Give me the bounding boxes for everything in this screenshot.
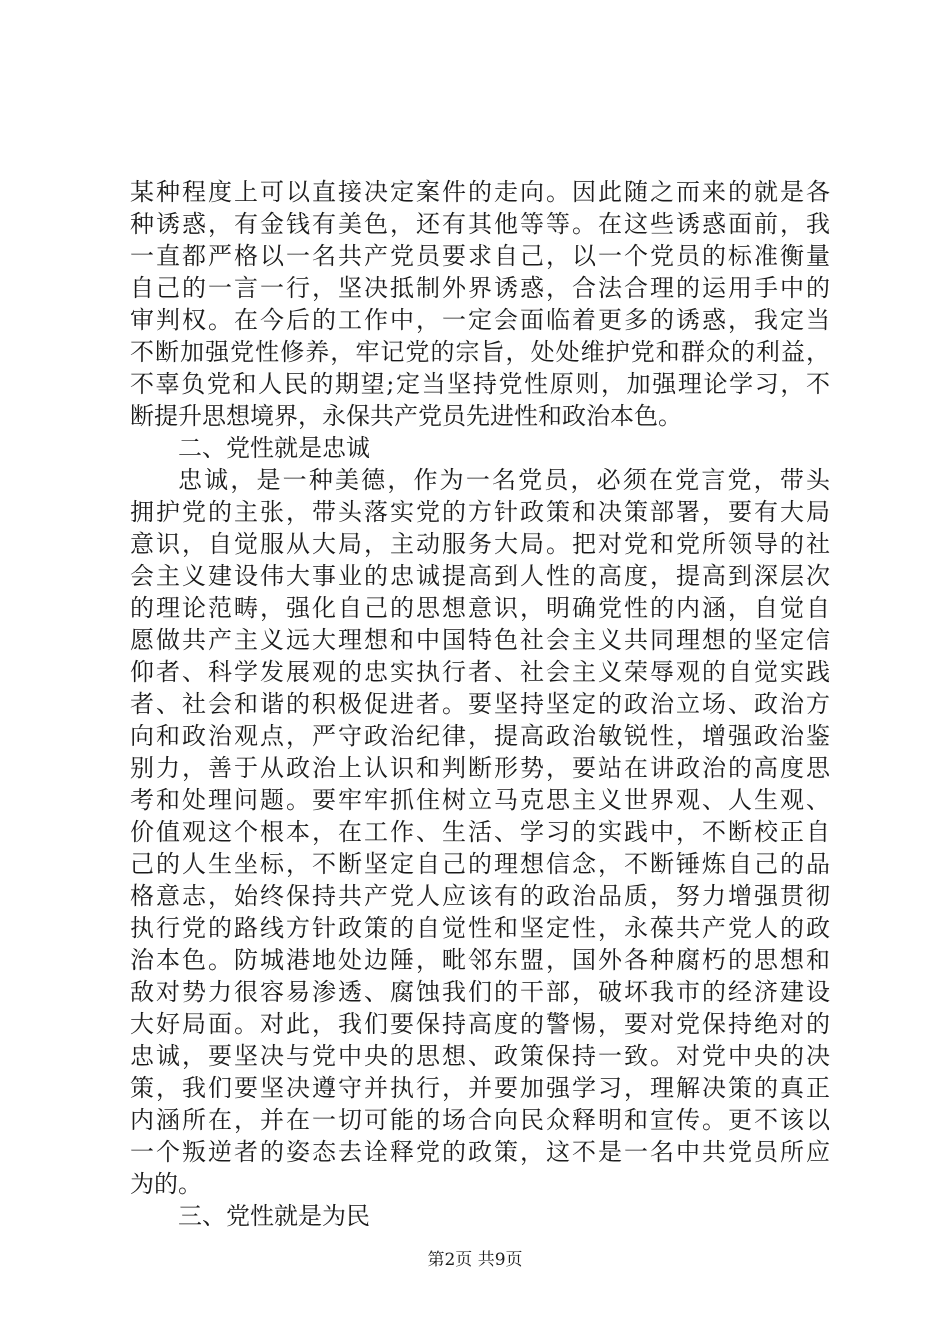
text-line: 不断加强党性修养，牢记党的宗旨，处处维护党和群众的利益， <box>130 338 830 366</box>
text-line: 会主义建设伟大事业的忠诚提高到人性的高度，提高到深层次 <box>130 562 830 590</box>
text-line: 的理论范畴，强化自己的思想意识，明确党性的内涵，自觉自 <box>130 594 830 622</box>
text-line: 拥护党的主张，带头落实党的方针政策和决策部署，要有大局 <box>130 498 830 526</box>
text-line: 内涵所在，并在一切可能的场合向民众释明和宣传。更不该以 <box>130 1106 830 1134</box>
section-heading: 二、党性就是忠诚 <box>178 434 370 462</box>
text-line: 向和政治观点，严守政治纪律，提高政治敏锐性，增强政治鉴 <box>130 722 830 750</box>
section-heading: 三、党性就是为民 <box>178 1202 370 1230</box>
text-line: 愿做共产主义远大理想和中国特色社会主义共同理想的坚定信 <box>130 626 830 654</box>
text-line: 敌对势力很容易渗透、腐蚀我们的干部，破坏我市的经济建设 <box>130 978 830 1006</box>
text-line: 一个叛逆者的姿态去诠释党的政策，这不是一名中共党员所应 <box>130 1138 830 1166</box>
text-line: 种诱惑，有金钱有美色，还有其他等等。在这些诱惑面前，我 <box>130 210 830 238</box>
text-line: 执行党的路线方针政策的自觉性和坚定性，永葆共产党人的政 <box>130 914 830 942</box>
text-line: 价值观这个根本，在工作、生活、学习的实践中，不断校正自 <box>130 818 830 846</box>
text-line: 为的。 <box>130 1170 202 1198</box>
text-line: 一直都严格以一名共产党员要求自己，以一个党员的标准衡量 <box>130 242 830 270</box>
text-line: 不辜负党和人民的期望;定当坚持党性原则，加强理论学习，不 <box>130 370 830 398</box>
text-line: 大好局面。对此，我们要保持高度的警惕，要对党保持绝对的 <box>130 1010 830 1038</box>
text-line: 忠诚，要坚决与党中央的思想、政策保持一致。对党中央的决 <box>130 1042 830 1070</box>
text-line: 审判权。在今后的工作中，一定会面临着更多的诱惑，我定当 <box>130 306 830 334</box>
text-line: 己的人生坐标，不断坚定自己的理想信念，不断锤炼自己的品 <box>130 850 830 878</box>
text-line: 考和处理问题。要牢牢抓住树立马克思主义世界观、人生观、 <box>130 786 830 814</box>
text-line: 者、社会和谐的积极促进者。要坚持坚定的政治立场、政治方 <box>130 690 830 718</box>
text-line: 别力，善于从政治上认识和判断形势，要站在讲政治的高度思 <box>130 754 830 782</box>
text-line: 治本色。防城港地处边陲，毗邻东盟，国外各种腐朽的思想和 <box>130 946 830 974</box>
text-line: 意识，自觉服从大局，主动服务大局。把对党和党所领导的社 <box>130 530 830 558</box>
text-line: 自己的一言一行，坚决抵制外界诱惑，合法合理的运用手中的 <box>130 274 830 302</box>
text-line: 某种程度上可以直接决定案件的走向。因此随之而来的就是各 <box>130 178 830 206</box>
text-line: 断提升思想境界，永保共产党员先进性和政治本色。 <box>130 402 682 430</box>
page-number-footer: 第2页 共9页 <box>427 1250 523 1270</box>
text-line: 策，我们要坚决遵守并执行，并要加强学习，理解决策的真正 <box>130 1074 830 1102</box>
body-text <box>130 176 830 1232</box>
text-line: 忠诚，是一种美德，作为一名党员，必须在党言党，带头 <box>178 466 830 494</box>
text-line: 格意志，始终保持共产党人应该有的政治品质，努力增强贯彻 <box>130 882 830 910</box>
text-line: 仰者、科学发展观的忠实执行者、社会主义荣辱观的自觉实践 <box>130 658 830 686</box>
